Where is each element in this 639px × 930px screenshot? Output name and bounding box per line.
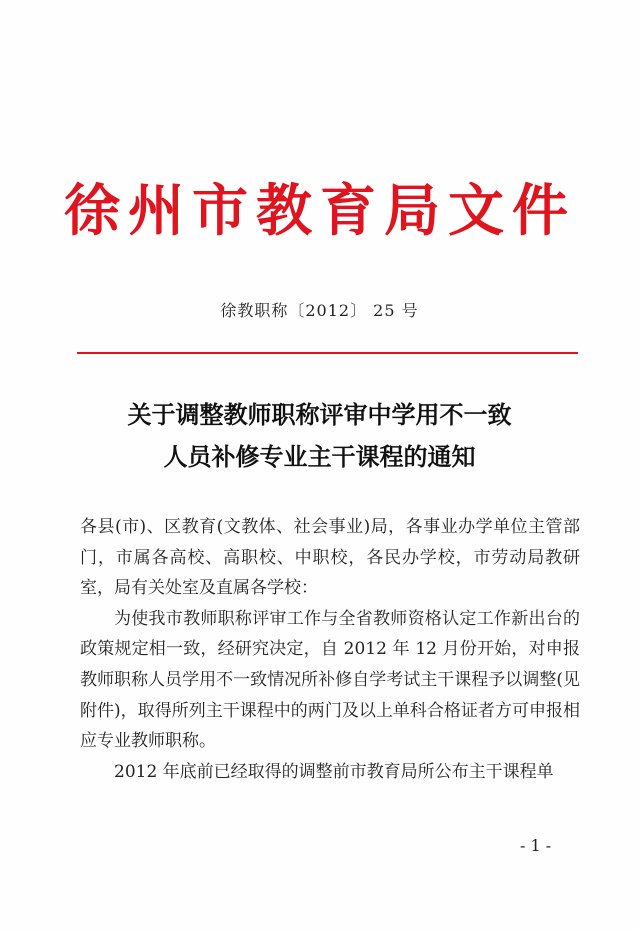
document-number: 徐教职称〔2012〕 25 号 xyxy=(220,301,419,320)
page-number: - 1 - xyxy=(520,836,552,855)
addressees-paragraph: 各县(市)、区教育(文教体、社会事业)局，各事业办学单位主管部门，市属各高校、高职校、中职校，各民办学校，市劳动局教研室，局有关处室及直属各学校： xyxy=(80,517,580,599)
notice-title-line-1: 关于调整教师职称评审中学用不一致 xyxy=(127,401,512,429)
header-red-rule xyxy=(77,352,578,354)
notice-title-line-2: 人员补修专业主干课程的通知 xyxy=(163,443,476,471)
notice-body xyxy=(80,512,580,787)
issuer-header-title: 徐州市教育局文件 xyxy=(64,178,576,244)
notice-title xyxy=(0,394,639,478)
body-paragraph-1: 为使我市教师职称评审工作与全省教师资格认定工作新出台的政策规定相一致，经研究决定，自 2012 年 12 月份开始，对申报教师职称人员学用不一致情况所补修自学考试主干课程予以调整(见附件)，取得所列主干课程中的两门及以上单科合格证者方可申报相应专业教师职称。 xyxy=(80,608,580,752)
body-paragraph-2: 2012 年底前已经取得的调整前市教育局所公布主干课程单 xyxy=(114,761,554,782)
